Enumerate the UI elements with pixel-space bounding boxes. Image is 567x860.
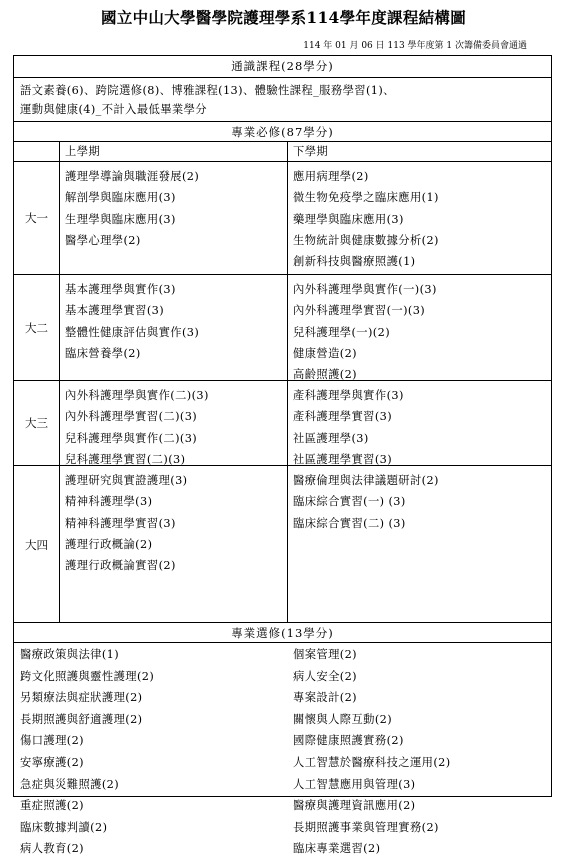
first-semester-courses [59,381,287,465]
second-semester-header: 下學期 [293,145,329,158]
course-item: 健康營造(2) [293,346,357,360]
course-item: 護理行政概論(2) [65,537,153,551]
general-education-content [14,77,551,121]
course-item: 傷口護理(2) [20,734,84,748]
course-item: 跨文化照護與靈性護理(2) [20,669,155,683]
course-item: 產科護理學實習(3) [293,410,393,424]
elective-courses-header: 專業選修(13學分) [14,622,551,642]
general-education-line-1: 語文素養(6)、跨院選修(8)、博雅課程(13)、體驗性課程_服務學習(1)、 [20,84,395,97]
course-item: 急症與災難照護(2) [20,777,120,791]
course-item: 人工智慧應用與管理(3) [293,777,416,791]
course-item: 生理學與臨床應用(3) [65,212,176,226]
course-item: 藥理學與臨床應用(3) [293,212,404,226]
course-item: 兒科護理學與實作(二)(3) [65,431,198,445]
course-item: 病人教育(2) [20,842,84,856]
course-item: 臨床數據判讀(2) [20,820,108,834]
elective-courses-section [14,642,551,856]
course-item: 護理研究與實證護理(3) [65,474,188,487]
semester-header-row [14,142,551,161]
approval-note: 114 年 01 月 06 日 113 學年度第 1 次籌備委員會通過 [303,41,527,51]
year-row-4 [14,465,551,623]
general-education-header: 通識課程(28學分) [231,59,334,73]
first-semester-courses [59,275,287,380]
course-item: 基本護理學與實作(3) [65,283,176,296]
course-item: 醫療與護理資訊應用(2) [293,799,416,813]
year-row-1 [14,161,551,274]
course-item: 臨床綜合實習(一) (3) [293,495,406,509]
elective-left-column [14,643,287,856]
course-item: 人工智慧於醫療科技之運用(2) [293,755,451,769]
second-semester-courses [287,466,551,623]
year-label: 大三 [25,416,48,430]
course-item: 內外科護理學實習(一)(3) [293,304,426,318]
course-item: 生物統計與健康數據分析(2) [293,233,439,247]
elective-right-column [287,643,551,856]
required-courses-section [14,141,551,622]
course-item: 社區護理學(3) [293,431,369,445]
course-item: 關懷與人際互動(2) [293,712,393,726]
page-title: 國立中山大學醫學院護理學系114學年度課程結構圖 [100,8,467,27]
second-semester-courses [287,162,551,274]
course-item: 病人安全(2) [293,669,357,683]
course-item: 高齡照護(2) [293,368,357,382]
year-row-2 [14,274,551,380]
course-item: 重症照護(2) [20,799,84,813]
course-item: 醫學心理學(2) [65,233,141,247]
first-semester-header: 上學期 [65,145,101,158]
course-item: 另類療法與症狀護理(2) [20,691,143,705]
course-item: 內外科護理學與實作(二)(3) [65,389,209,402]
course-item: 臨床綜合實習(二) (3) [293,516,406,530]
year-label: 大一 [25,211,48,225]
course-item: 社區護理學實習(3) [293,452,393,466]
course-item: 臨床營養學(2) [65,346,141,360]
course-item: 基本護理學實習(3) [65,304,165,318]
course-item: 護理學導論與職涯發展(2) [65,170,200,183]
course-item: 醫療倫理與法律議題研討(2) [293,474,439,487]
course-item: 護理行政概論實習(2) [65,559,176,573]
required-courses-header: 專業必修(87學分) [14,121,551,141]
course-item: 安寧療護(2) [20,755,84,769]
course-item: 長期照護與舒適護理(2) [20,712,143,726]
course-item: 兒科護理學(一)(2) [293,325,390,339]
course-item: 產科護理學與實作(3) [293,389,404,402]
course-item: 兒科護理學實習(二)(3) [65,452,186,466]
second-semester-courses [287,275,551,380]
second-semester-courses [287,381,551,465]
general-education-line-2: 運動與健康(4)_不計入最低畢業學分 [20,103,208,116]
course-item: 長期照護事業與管理實務(2) [293,820,439,834]
course-item: 整體性健康評估與實作(3) [65,325,200,339]
course-item: 醫療政策與法律(1) [20,648,120,661]
first-semester-courses [59,466,287,623]
course-item: 解剖學與臨床應用(3) [65,191,176,205]
year-row-3 [14,380,551,465]
first-semester-courses [59,162,287,274]
course-item: 應用病理學(2) [293,170,369,183]
course-item: 國際健康照護實務(2) [293,734,404,748]
course-item: 微生物免疫學之臨床應用(1) [293,191,439,205]
course-item: 創新科技與醫療照護(1) [293,255,416,269]
course-item: 精神科護理學實習(3) [65,516,176,530]
course-item: 內外科護理學與實作(一)(3) [293,283,437,296]
course-item: 臨床專業選習(2) [293,842,381,856]
course-item: 專案設計(2) [293,691,357,705]
course-item: 精神科護理學(3) [65,495,153,509]
year-label: 大二 [25,320,48,335]
course-item: 內外科護理學實習(二)(3) [65,410,198,424]
curriculum-table [13,55,552,856]
year-label: 大四 [25,537,48,552]
course-item: 個案管理(2) [293,648,357,661]
